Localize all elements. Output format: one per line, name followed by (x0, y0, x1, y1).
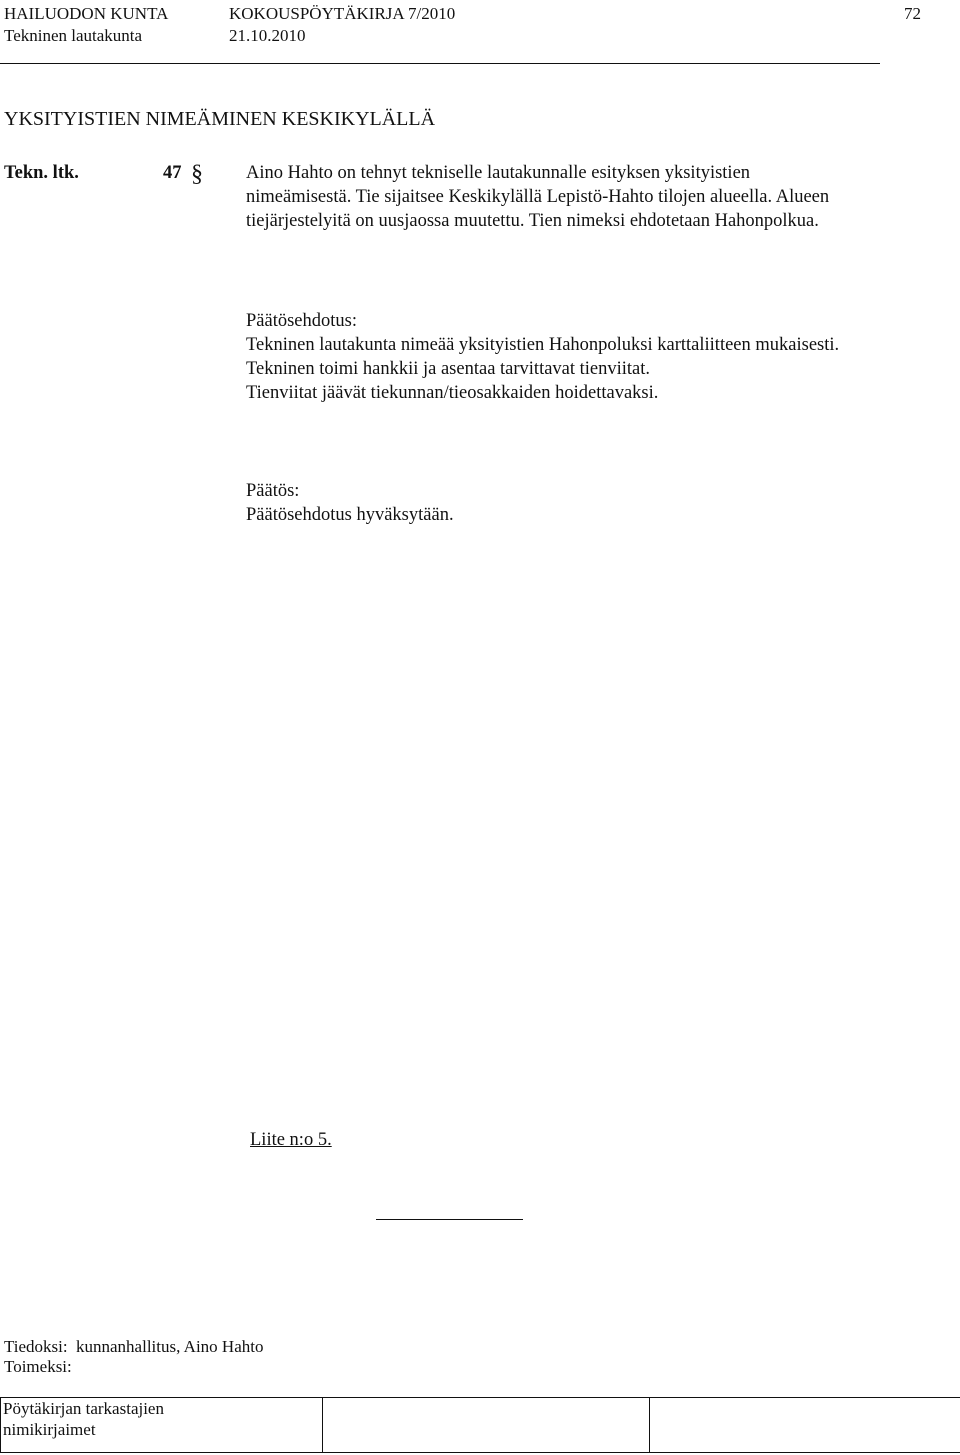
svg-text:§: § (191, 162, 203, 187)
proposal-heading: Päätösehdotus: (246, 311, 357, 331)
signature-table (0, 1397, 960, 1453)
info-recipients: kunnanhallitus, Aino Hahto (76, 1337, 264, 1356)
description-line: tiejärjestelyitä on uusjaossa muutettu. Tien nimeksi ehdotetaan Hahonpolkua. (246, 211, 819, 231)
decision-heading: Päätös: (246, 481, 300, 501)
action-label: Toimeksi: (4, 1357, 72, 1376)
header-committee: Tekninen lautakunta (4, 26, 143, 45)
separator-rule (376, 1219, 523, 1220)
info-label: Tiedoksi: (4, 1337, 68, 1356)
section-icon (190, 162, 206, 188)
item-number: 47 (163, 163, 182, 183)
header-municipality: HAILUODON KUNTA (4, 4, 169, 23)
header-date: 21.10.2010 (229, 26, 306, 45)
description-line: nimeämisestä. Tie sijaitsee Keskikylällä Lepistö-Hahto tilojen alueella. Alueen (246, 187, 830, 207)
committee-abbreviation: Tekn. ltk. (4, 163, 79, 183)
header-document: KOKOUSPÖYTÄKIRJA 7/2010 (229, 4, 456, 23)
proposal-line: Tekninen toimi hankkii ja asentaa tarvittavat tienviitat. (246, 359, 651, 379)
signature-label-cell (1, 1398, 323, 1453)
decision-text: Päätösehdotus hyväksytään. (246, 505, 454, 525)
header-page-number: 72 (904, 4, 921, 23)
proposal-line: Tekninen lautakunta nimeää yksityistien Hahonpoluksi karttaliitteen mukaisesti. (246, 335, 840, 355)
proposal-line: Tienviitat jäävät tiekunnan/tieosakkaiden hoidettavaksi. (246, 383, 659, 403)
header-rule (0, 63, 880, 64)
signature-cell[interactable] (650, 1398, 960, 1453)
description-line: Aino Hahto on tehnyt tekniselle lautakunnalle esityksen yksityistien (246, 163, 751, 183)
signature-cell[interactable] (323, 1398, 650, 1453)
signature-label-line: Pöytäkirjan tarkastajien (3, 1399, 164, 1418)
signature-label-line: nimikirjaimet (3, 1420, 96, 1439)
attachment-reference: Liite n:o 5. (250, 1130, 332, 1150)
page-title: YKSITYISTIEN NIMEÄMINEN KESKIKYLÄLLÄ (4, 108, 436, 130)
